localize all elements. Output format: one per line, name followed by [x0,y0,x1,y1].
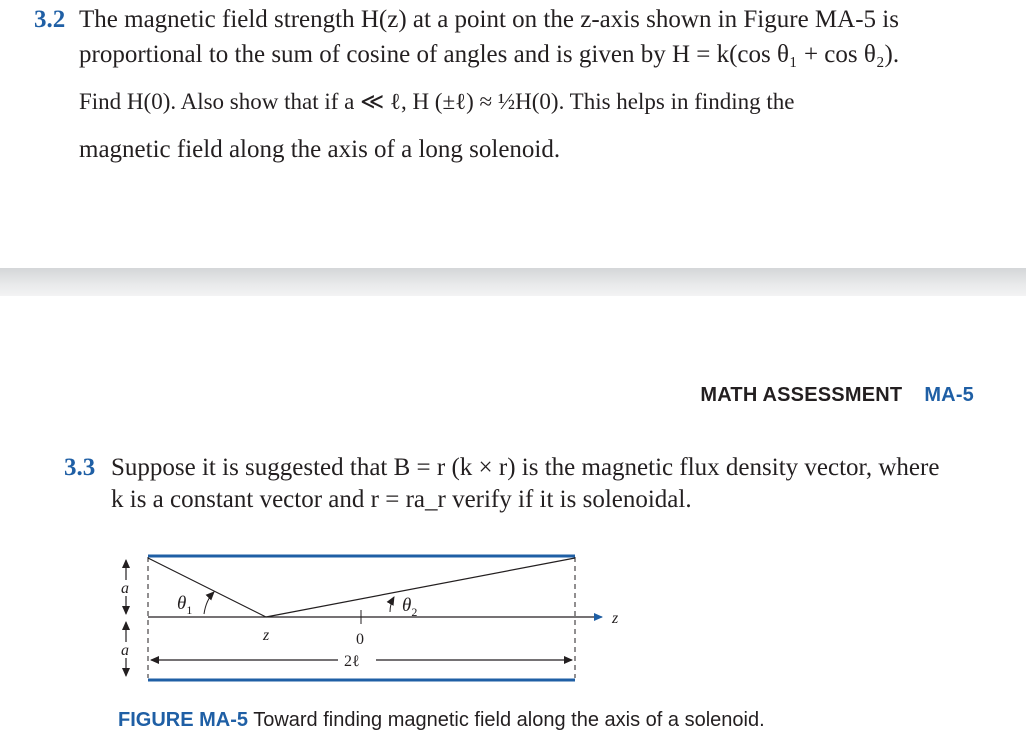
theta2-label: $\theta_2$ [402,595,418,619]
theta1-subscript: 1 [186,603,193,617]
problem-number: 3.2 [34,6,66,33]
problem-text-line: The magnetic field strength H(z) at a point on the z-axis shown in Figure MA-5 is [79,6,899,33]
point-z-label: z [263,627,270,644]
line-to-right-end [266,558,575,617]
origin-label: 0 [356,631,364,648]
problem-text-line: Suppose it is suggested that B = r (k × r) is the magnetic flux density vector, where [111,454,940,481]
line-to-left-end [148,558,266,617]
theta1-arc [204,592,214,614]
length-label: 2ℓ [344,653,360,670]
figure-caption [118,709,765,732]
section-title: MATH ASSESSMENT [700,384,903,406]
problem-text-line: proportional to the sum of cosine of angles and is given by H = k(cos θ₁ + cos θ₂). [79,41,900,68]
problem-text-line: magnetic field along the axis of a long solenoid. [79,136,561,163]
figure-label: FIGURE MA-5 [118,709,248,731]
page-number: MA-5 [924,384,974,406]
z-axis-label: z [612,610,619,627]
theta1-label: $\theta_1$ [177,593,193,617]
radius-label-bottom: a [121,642,129,659]
problem-number: 3.3 [64,454,96,481]
radius-label-top: a [121,580,129,597]
problem-text-line: k is a constant vector and r = ra_r verify if it is solenoidal. [111,486,692,513]
theta2-arc [390,597,394,612]
problem-text-line: Find H(0). Also show that if a ≪ ℓ, H (±ℓ) ≈ ½H(0). This helps in finding the [79,89,795,114]
theta2-subscript: 2 [411,605,418,619]
caption-text: Toward finding magnetic field along the axis of a solenoid. [253,709,765,731]
